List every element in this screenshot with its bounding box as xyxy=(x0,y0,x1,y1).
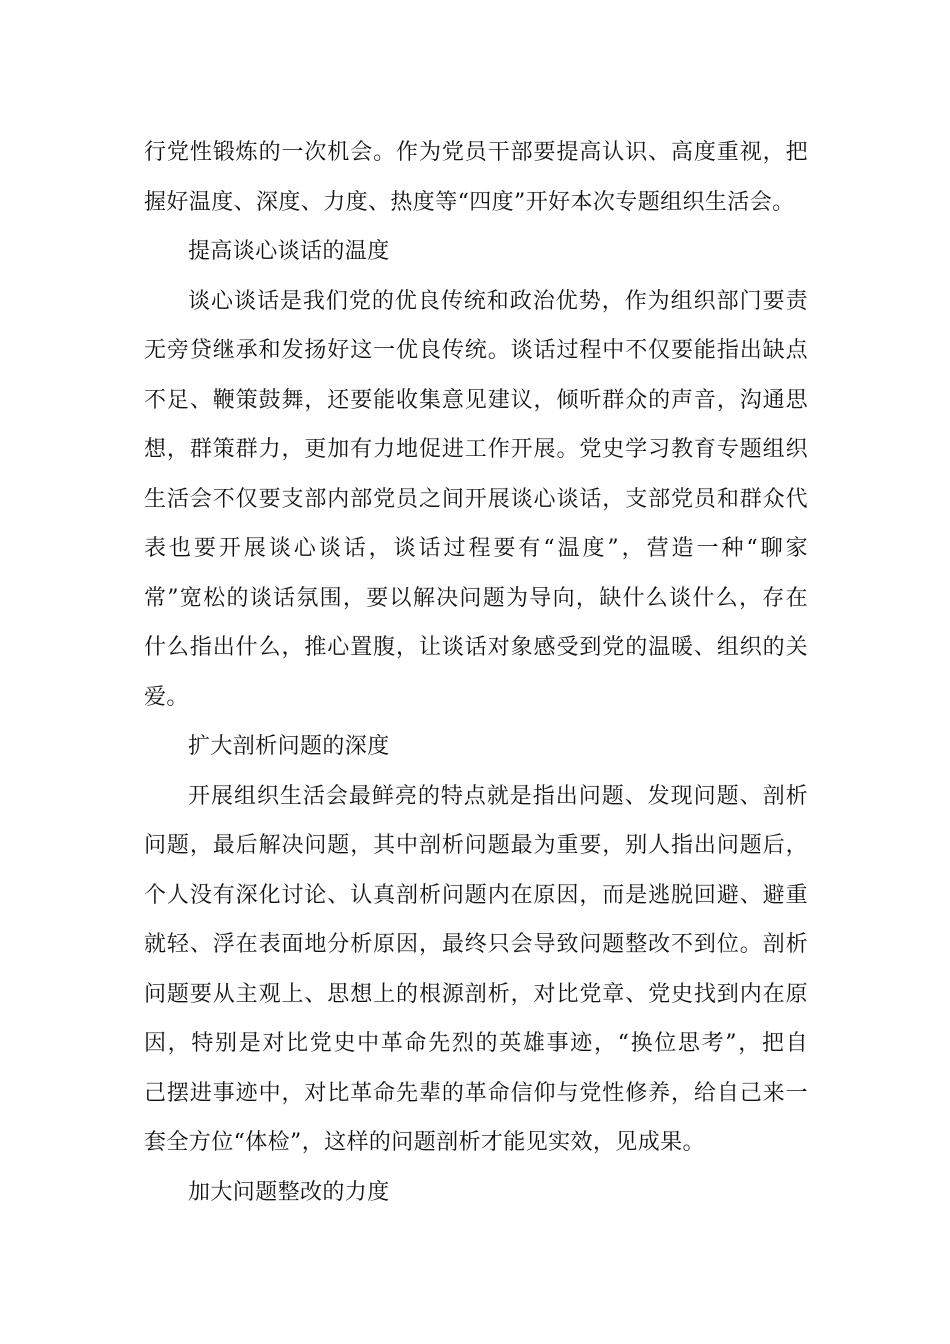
paragraph-line: 己摆进事迹中，对比革命先辈的革命信仰与党性修养，给自己来一 xyxy=(144,1080,808,1106)
paragraph-line: 握好温度、深度、力度、热度等“四度”开好本次专题组织生活会。 xyxy=(144,189,795,215)
paragraph-line: 行党性锻炼的一次机会。作为党员干部要提高认识、高度重视，把 xyxy=(144,140,808,165)
paragraph-line: 什么指出什么，推心置腹，让谈话对象感受到党的温暖、组织的关 xyxy=(144,635,808,660)
paragraph-line: 开展组织生活会最鲜亮的特点就是指出问题、发现问题、剖析 xyxy=(188,783,808,809)
paragraph-line: 常”宽松的谈话氛围，要以解决问题为导向，缺什么谈什么，存在 xyxy=(144,585,808,611)
paragraph-line: 谈心谈话是我们党的优良传统和政治优势，作为组织部门要责 xyxy=(188,288,808,314)
paragraph-line: 不足、鞭策鼓舞，还要能收集意见建议，倾听群众的声音，沟通思 xyxy=(144,387,808,413)
paragraph-line: 问题，最后解决问题，其中剖析问题最为重要，别人指出问题后， xyxy=(144,833,808,858)
paragraph-line: 生活会不仅要支部内部党员之间开展谈心谈话，支部党员和群众代 xyxy=(144,486,808,512)
section-heading-depth: 扩大剖析问题的深度 xyxy=(188,734,390,759)
paragraph-line: 无旁贷继承和发扬好这一优良传统。谈话过程中不仅要能指出缺点 xyxy=(144,338,808,363)
paragraph-line: 就轻、浮在表面地分析原因，最终只会导致问题整改不到位。剖析 xyxy=(144,932,808,957)
section-heading-warmth: 提高谈心谈话的温度 xyxy=(188,239,390,264)
paragraph-line: 想，群策群力，更加有力地促进工作开展。党史学习教育专题组织 xyxy=(144,437,808,462)
paragraph-line: 表也要开展谈心谈话，谈话过程要有“温度”，营造一种“聊家 xyxy=(144,536,808,561)
paragraph-line: 个人没有深化讨论、认真剖析问题内在原因，而是逃脱回避、避重 xyxy=(144,882,808,908)
paragraph-line: 套全方位“体检”，这样的问题剖析才能见实效，见成果。 xyxy=(144,1130,705,1155)
document-body xyxy=(144,128,808,1217)
section-heading-strength: 加大问题整改的力度 xyxy=(188,1179,390,1205)
paragraph-line: 爱。 xyxy=(144,684,189,710)
paragraph-line: 因，特别是对比党史中革命先烈的英雄事迹，“换位思考”，把自 xyxy=(144,1031,808,1056)
paragraph-line: 问题要从主观上、思想上的根源剖析，对比党章、党史找到内在原 xyxy=(144,981,808,1007)
